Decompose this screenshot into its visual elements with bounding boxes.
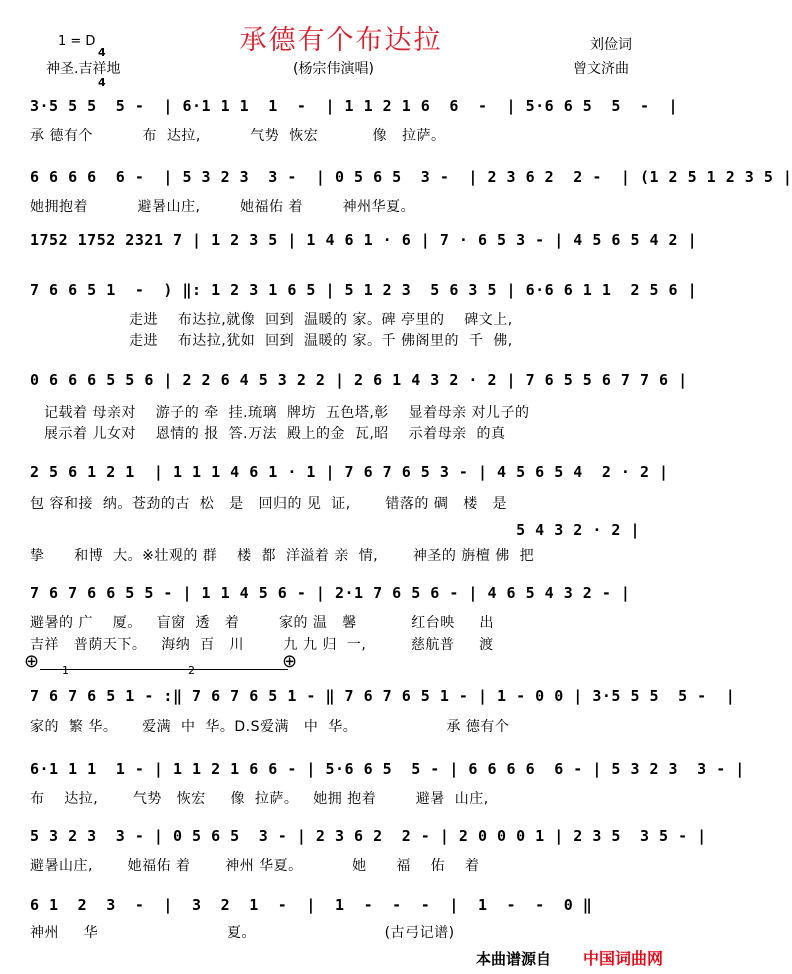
time-signature-bottom: 4	[98, 76, 106, 89]
score-row-4-lyrics-verse-2: 走进 布达拉,犹如 回到 温暖的 家。千 佛阁里的 千 佛,	[30, 333, 513, 349]
score-row-10-lyrics: 布 达拉, 气势 恢宏 像 拉萨。 她拥 抱着 避暑 山庄,	[30, 791, 489, 807]
score-row-8-lyrics-verse-1: 避暑的 广 厦。 盲窗 透 着 家的 温 馨 红台映 出	[30, 615, 494, 631]
site-name[interactable]: 中国词曲网	[583, 949, 664, 968]
score-row-6-notes: 2 5 6 1 2 1 | 1 1 1 4 6 1 · 1 | 7 6 7 6 5 3 - | 4 5 6 5 4 2 · 2 |	[30, 463, 669, 481]
score-row-6-lyrics: 包 容和接 纳。苍劲的古 松 是 回归的 见 证, 错落的 碉 楼 是	[30, 496, 508, 512]
score-row-2-lyrics: 她拥抱着 避暑山庄, 她福佑 着 神州华夏。	[30, 199, 416, 215]
score-row-9-notes: 7 6 7 6 5 1 - :‖ 7 6 7 6 5 1 - ‖ 7 6 7 6 5 1 - | 1 - 0 0 | 3·5 5 5 5 - |	[30, 687, 736, 705]
score-row-5-lyrics-verse-2: 展示着 儿女对 恩情的 报 答.万法 殿上的金 瓦,昭 示着母亲 的真	[44, 426, 506, 442]
score-row-5-lyrics-verse-1: 记载着 母亲对 游子的 牵 挂.琉璃 牌坊 五色塔,彰 显着母亲 对儿子的	[44, 405, 530, 421]
singer: (杨宗伟演唱)	[293, 61, 374, 77]
score-row-8-notes: 7 6 7 6 6 5 5 - | 1 1 4 5 6 - | 2·1 7 6 5 6 - | 4 6 5 4 3 2 - |	[30, 584, 631, 602]
lyricist: 刘俭词	[590, 37, 632, 53]
score-row-11-lyrics: 避暑山庄, 她福佑 着 神州 华夏。 她 福 佑 着	[30, 858, 480, 874]
score-row-7-notes: 5 4 3 2 · 2 |	[30, 521, 640, 539]
score-row-4-notes: 7 6 6 5 1 - ) ‖: 1 2 3 1 6 5 | 5 1 2 3 5 6 3 5 | 6·6 6 1 1 2 5 6 |	[30, 281, 698, 299]
volta-bracket	[40, 669, 288, 670]
score-row-5-notes: 0 6 6 6 5 5 6 | 2 2 6 4 5 3 2 2 | 2 6 1 4 3 2 · 2 | 7 6 5 5 6 7 7 6 |	[30, 371, 688, 389]
score-row-3-notes: 1752 1752 2321 7 | 1 2 3 5 | 1 4 6 1 · 6 | 7 · 6 5 3 - | 4 5 6 5 4 2 |	[30, 231, 698, 249]
source-label: 本曲谱源自	[476, 950, 552, 968]
score-row-2-notes: 6 6 6 6 6 - | 5 3 2 3 3 - | 0 5 6 5 3 - | 2 3 6 2 2 - | (1 2 5 1 2 3 5 |	[30, 168, 792, 186]
score-row-4-lyrics-verse-1: 走进 布达拉,就像 回到 温暖的 家。碑 亭里的 碑文上,	[30, 312, 513, 328]
volta-second-label: 2	[188, 664, 195, 677]
coda-sign-right: ⊕	[282, 651, 298, 672]
score-row-1-notes: 3·5 5 5 5 - | 6·1 1 1 1 - | 1 1 2 1 6 6 - | 5·6 6 5 5 - |	[30, 97, 679, 115]
composer: 曾文济曲	[573, 61, 629, 77]
tempo-mood: 神圣.吉祥地	[46, 61, 121, 77]
score-row-7-lyrics: 挚 和博 大。※壮观的 群 楼 都 洋溢着 亲 情, 神圣的 旃檀 佛 把	[30, 548, 535, 564]
coda-sign-left: ⊕	[24, 651, 40, 672]
score-row-9-lyrics: 家的 繁 华。 爱满 中 华。D.S爱满 中 华。 承 德有个	[30, 719, 510, 735]
score-row-1-lyrics: 承 德有个 布 达拉, 气势 恢宏 像 拉萨。	[30, 128, 446, 144]
song-title: 承德有个布达拉	[239, 25, 443, 56]
score-row-12-lyrics: 神州 华 夏。 (古弓记谱)	[30, 925, 455, 941]
time-signature-top: 4	[98, 46, 106, 59]
score-row-8-lyrics-verse-2: 吉祥 普荫天下。 海纳 百 川 九 九 归 一, 慈航普 渡	[30, 637, 494, 653]
score-row-11-notes: 5 3 2 3 3 - | 0 5 6 5 3 - | 2 3 6 2 2 - | 2 0 0 0 1 | 2 3 5 3 5 - |	[30, 827, 707, 845]
score-row-12-notes: 6 1 2 3 - | 3 2 1 - | 1 - - - | 1 - - 0 ‖	[30, 896, 593, 914]
key-signature: 1 = D	[58, 34, 96, 49]
score-row-10-notes: 6·1 1 1 1 - | 1 1 2 1 6 6 - | 5·6 6 5 5 - | 6 6 6 6 6 - | 5 3 2 3 3 - |	[30, 760, 745, 778]
volta-first-label: 1	[62, 664, 69, 677]
